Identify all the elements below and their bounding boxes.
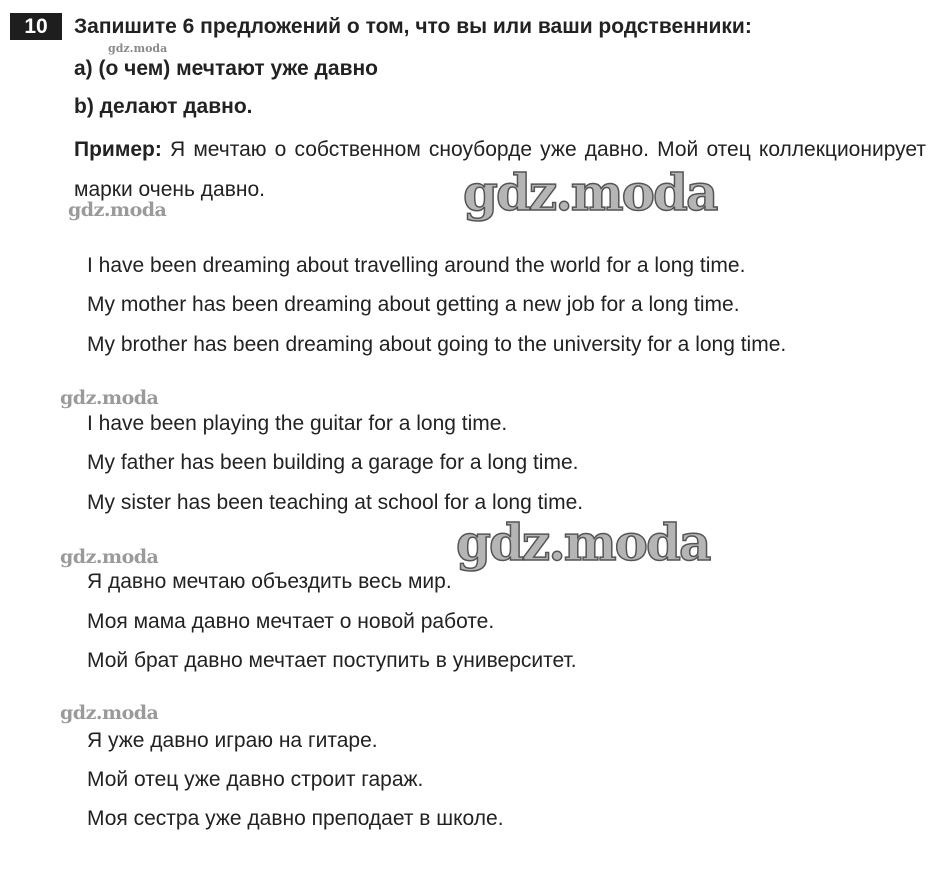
answer-line: Моя сестра уже давно преподает в школе. [87,807,504,830]
answer-line: My father has been building a garage for a long time. [87,451,579,474]
task-item-a: a) (о чем) мечтают уже давно [74,57,378,80]
example-label: Пример: [74,138,162,161]
answer-line: Мой отец уже давно строит гараж. [87,768,424,791]
watermark: gdz.moda [108,42,168,55]
watermark: gdz.moda [456,513,710,572]
answer-line: My mother has been dreaming about getting a new job for a long time. [87,293,740,316]
answer-line: I have been playing the guitar for a long time. [87,412,508,435]
answer-line: I have been dreaming about travelling around the world for a long time. [87,254,746,277]
answer-line: My sister has been teaching at school for a long time. [87,491,584,514]
answer-line: Мой брат давно мечтает поступить в университет. [87,649,577,672]
watermark: gdz.moda [463,163,717,222]
watermark: gdz.moda [60,702,159,724]
watermark: gdz.moda [60,387,159,409]
example-text: Я мечтаю о собственном сноуборде уже давно. Мой отец коллекционирует марки очень давно. [74,138,926,201]
task-title: Запишите 6 предложений о том, что вы или ваши родственники: [74,15,752,38]
answer-line: Я уже давно играю на гитаре. [87,729,378,752]
answer-line: My brother has been dreaming about going to the university for a long time. [87,333,787,356]
watermark: gdz.moda [60,546,159,568]
answer-line: Моя мама давно мечтает о новой работе. [87,610,495,633]
task-item-b: b) делают давно. [74,95,253,118]
answer-line: Я давно мечтаю объездить весь мир. [87,570,452,593]
watermark: gdz.moda [68,199,167,221]
task-number-badge: 10 [10,13,62,40]
